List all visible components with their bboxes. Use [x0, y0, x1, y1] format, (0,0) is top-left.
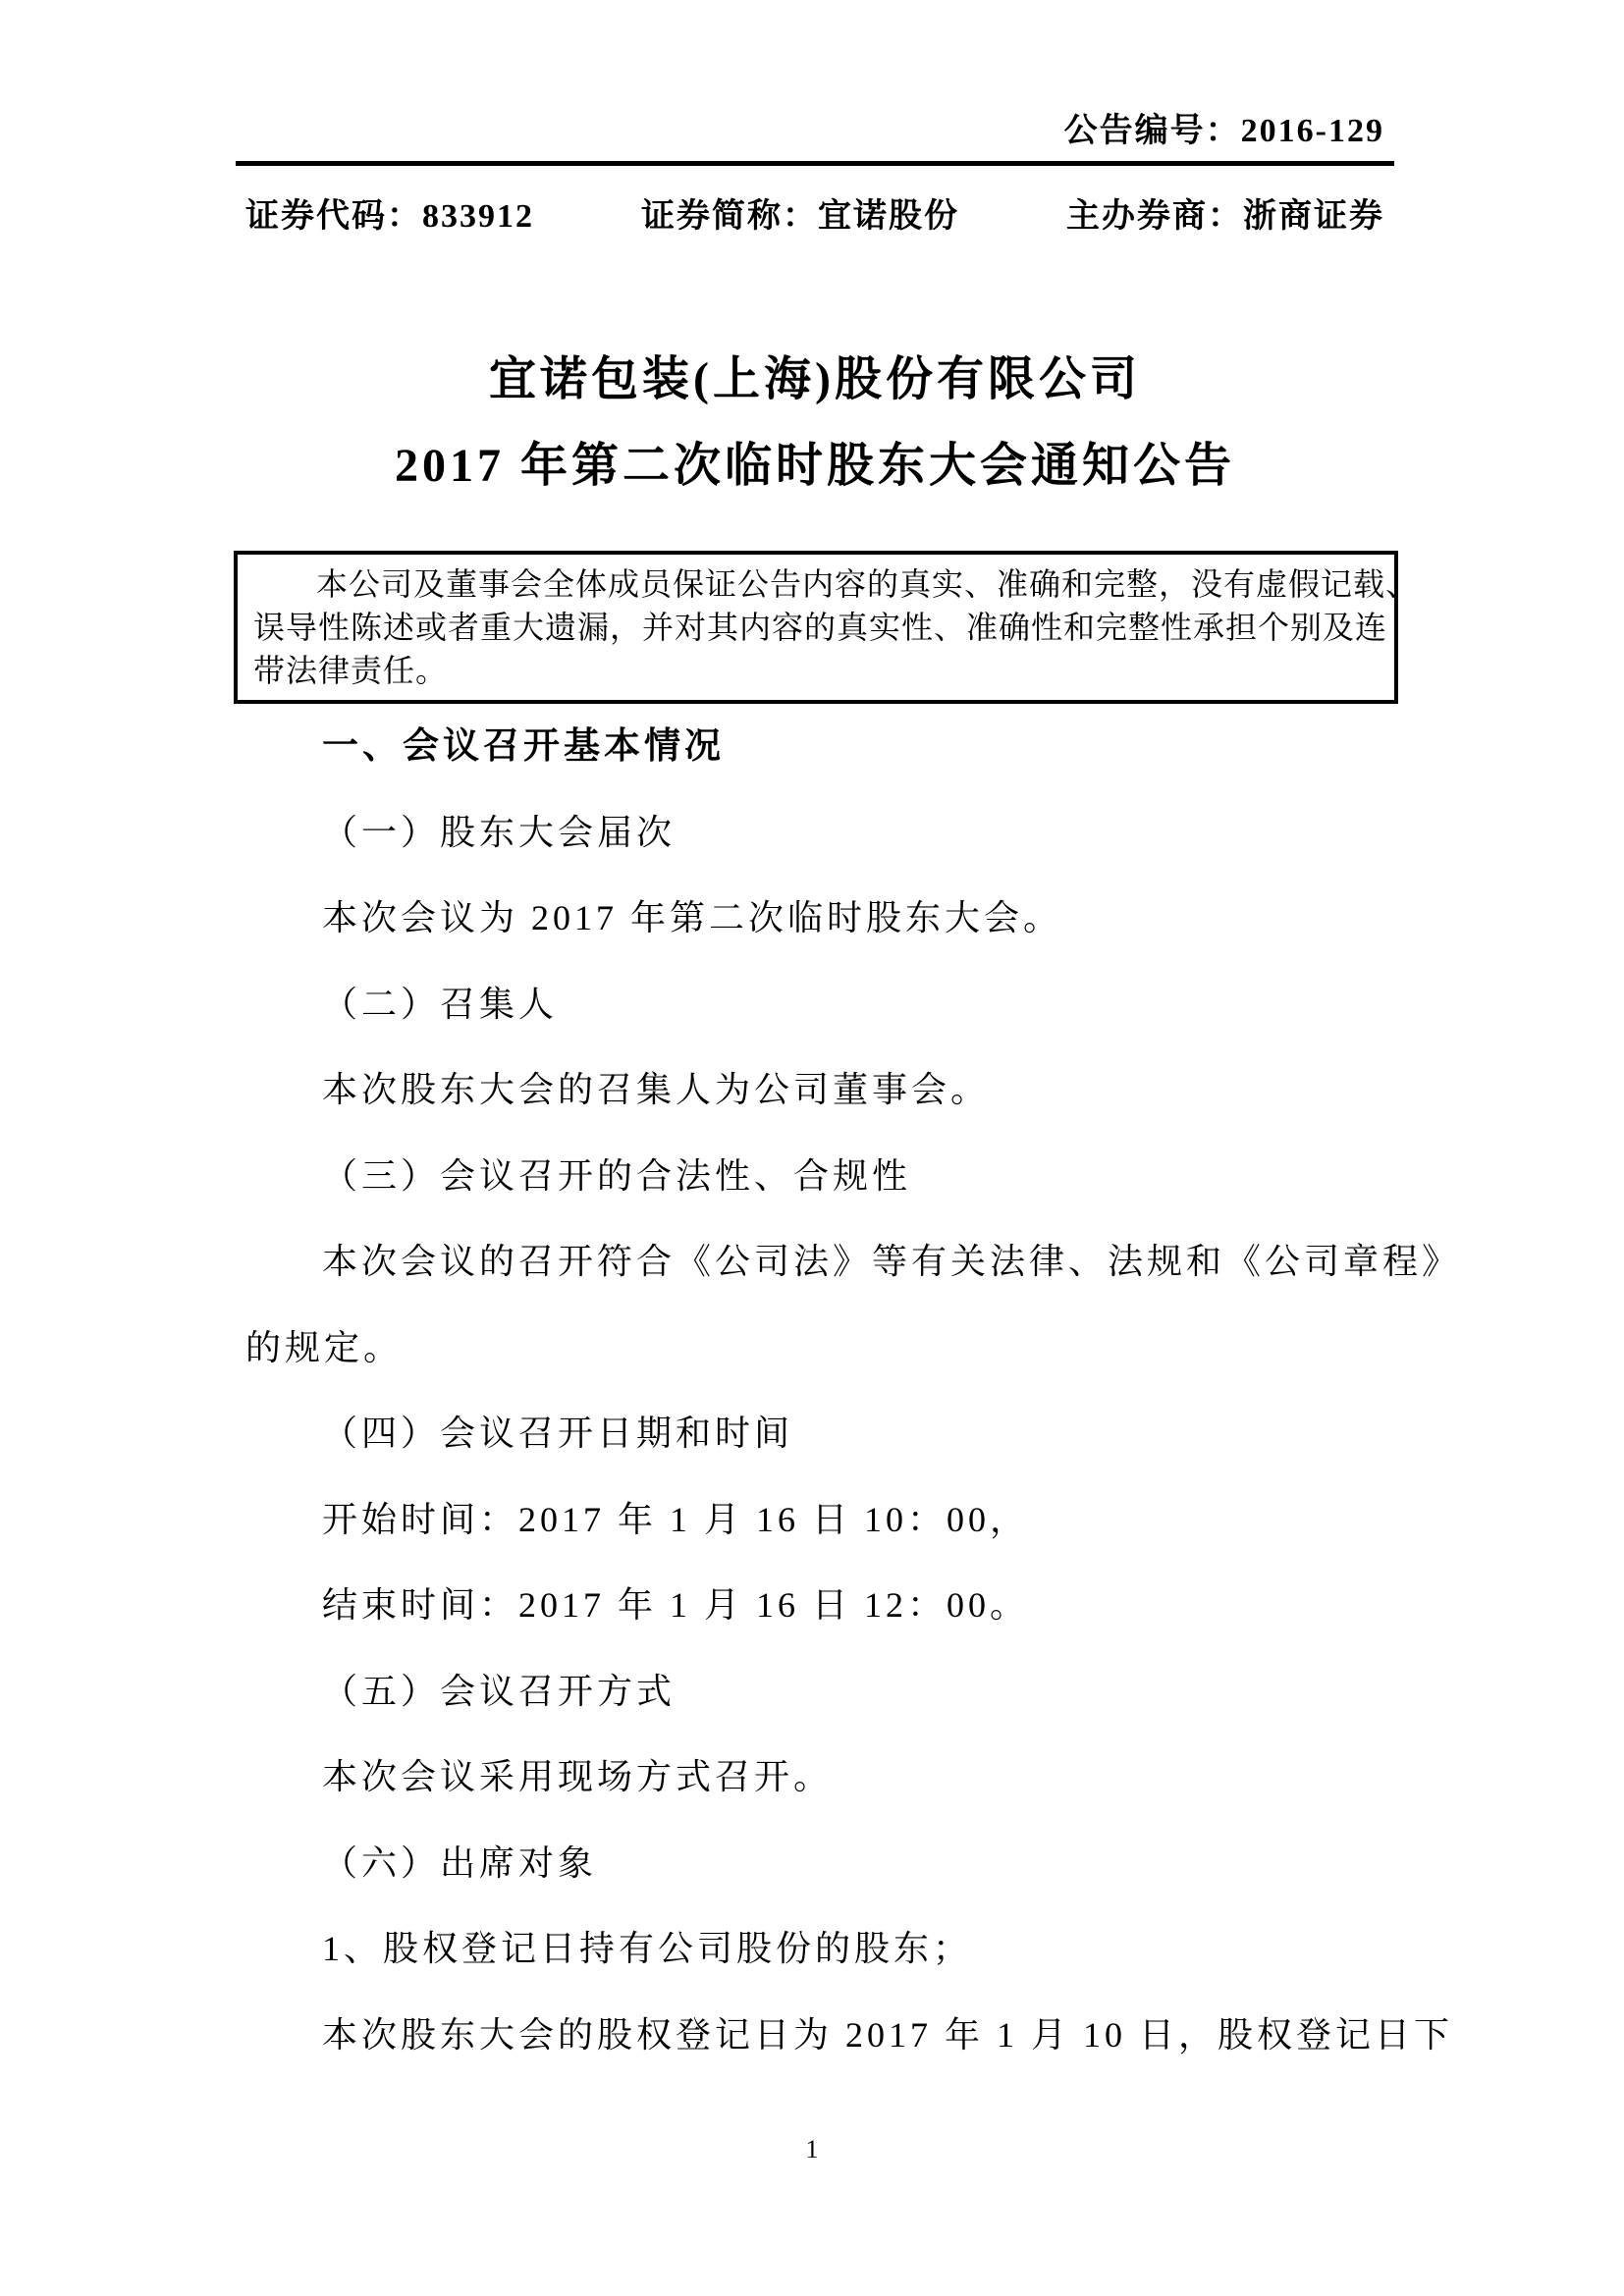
- body-line: 本次股东大会的召集人为公司董事会。: [322, 1070, 991, 1109]
- meeting-notice-title: 2017 年第二次临时股东大会通知公告: [394, 440, 1235, 492]
- company-name-title: 宜诺包装(上海)股份有限公司: [489, 353, 1141, 405]
- body-line: 的规定。: [245, 1327, 404, 1367]
- header-divider: [236, 161, 1394, 166]
- disclaimer-line: 误导性陈述或者重大遗漏，并对其内容的真实性、准确性和完整性承担个别及连: [253, 610, 1388, 645]
- section-heading: 一、会议召开基本情况: [322, 726, 725, 767]
- subsection-heading: （六）出席对象: [322, 1842, 598, 1883]
- body-line: 开始时间：2017 年 1 月 16 日 10：00，: [322, 1499, 1030, 1539]
- securities-short-name: 证券简称：宜诺股份: [641, 198, 959, 235]
- announcement-number: 公告编号：2016-129: [1063, 113, 1384, 149]
- subsection-heading: （一）股东大会届次: [322, 812, 677, 852]
- page-number: 1: [805, 2135, 819, 2163]
- body-line: 结束时间：2017 年 1 月 16 日 12：00。: [322, 1585, 1030, 1625]
- body-line: 1、股权登记日持有公司股份的股东；: [322, 1929, 973, 1968]
- body-line: 本次会议采用现场方式召开。: [322, 1757, 834, 1796]
- document-body: [245, 704, 1462, 2078]
- disclaimer-box: [234, 551, 1419, 704]
- securities-code: 证券代码：833912: [245, 198, 534, 235]
- body-line: 本次股东大会的股权登记日为 2017 年 1 月 10 日，股权登记日下: [322, 2014, 1454, 2055]
- disclaimer-line: 本公司及董事会全体成员保证公告内容的真实、准确和完整，没有虚假记载、: [316, 566, 1419, 602]
- securities-info-row: [245, 195, 1384, 239]
- sponsor-broker: 主办券商：浙商证券: [1066, 198, 1384, 235]
- subsection-heading: （四）会议召开日期和时间: [322, 1414, 794, 1453]
- subsection-heading: （五）会议召开方式: [322, 1671, 677, 1711]
- subsection-heading: （二）召集人: [322, 984, 559, 1024]
- body-line: 本次会议的召开符合《公司法》等有关法律、法规和《公司章程》: [322, 1242, 1462, 1281]
- body-line: 本次会议为 2017 年第二次临时股东大会。: [322, 898, 1063, 937]
- disclaimer-line: 带法律责任。: [253, 653, 449, 688]
- subsection-heading: （三）会议召开的合法性、合规性: [322, 1155, 912, 1196]
